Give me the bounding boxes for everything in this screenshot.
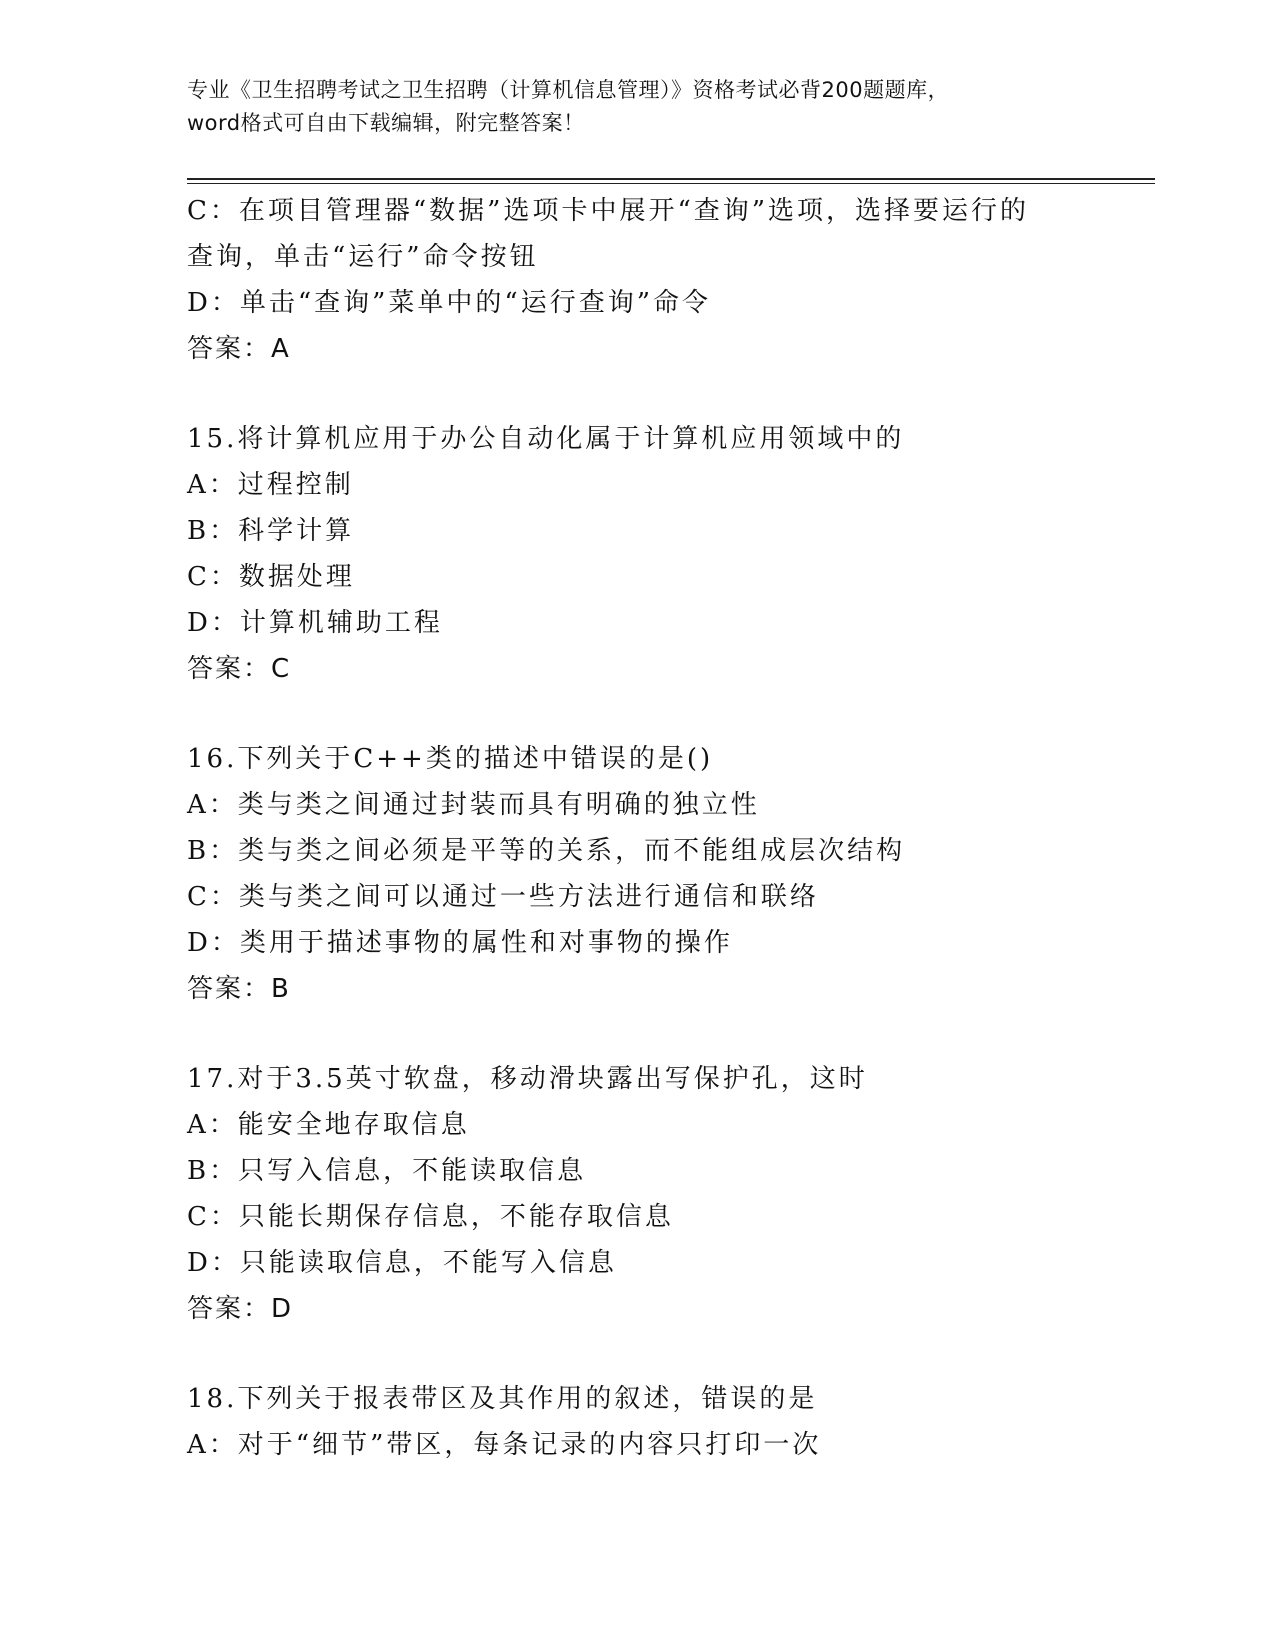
option-d: D：单击“查询”菜单中的“运行查询”命令 xyxy=(187,288,712,318)
question-content xyxy=(187,188,1147,1468)
option-c: C：数据处理 xyxy=(187,562,355,592)
answer-line: 答案：D xyxy=(187,1294,294,1324)
option-a: A：过程控制 xyxy=(187,470,354,500)
question-16 xyxy=(187,736,1147,1012)
header-title-line-2: word格式可自由下载编辑，附完整答案！ xyxy=(187,111,585,135)
option-d: D：计算机辅助工程 xyxy=(187,608,443,638)
header-title-line-1: 专业《卫生招聘考试之卫生招聘（计算机信息管理）》资格考试必背200题题库， xyxy=(187,78,950,102)
question-stem: 17.对于3.5英寸软盘，移动滑块露出写保护孔，这时 xyxy=(187,1064,868,1094)
option-c-line-2: 查询，单击“运行”命令按钮 xyxy=(187,242,539,272)
question-17 xyxy=(187,1056,1147,1332)
option-a: A：类与类之间通过封装而具有明确的独立性 xyxy=(187,790,760,820)
option-a: A：能安全地存取信息 xyxy=(187,1110,470,1140)
question-stem: 16.下列关于C++类的描述中错误的是() xyxy=(187,744,714,774)
header-divider-thick xyxy=(187,178,1155,180)
question-stem: 18.下列关于报表带区及其作用的叙述，错误的是 xyxy=(187,1384,818,1414)
previous-question-tail xyxy=(187,188,1147,372)
option-c: C：类与类之间可以通过一些方法进行通信和联络 xyxy=(187,882,819,912)
option-a: A：对于“细节”带区，每条记录的内容只打印一次 xyxy=(187,1430,822,1460)
answer-line: 答案：A xyxy=(187,334,291,364)
question-stem: 15.将计算机应用于办公自动化属于计算机应用领域中的 xyxy=(187,424,905,454)
option-b: B：科学计算 xyxy=(187,516,355,546)
answer-line: 答案：B xyxy=(187,974,291,1004)
option-d: D：类用于描述事物的属性和对事物的操作 xyxy=(187,928,733,958)
option-b: B：类与类之间必须是平等的关系，而不能组成层次结构 xyxy=(187,836,906,866)
option-d: D：只能读取信息，不能写入信息 xyxy=(187,1248,617,1278)
option-b: B：只写入信息，不能读取信息 xyxy=(187,1156,587,1186)
option-c: C：只能长期保存信息，不能存取信息 xyxy=(187,1202,674,1232)
header-divider-thin xyxy=(187,183,1155,184)
question-18 xyxy=(187,1376,1147,1468)
answer-line: 答案：C xyxy=(187,654,292,684)
option-c-line-1: C：在项目管理器“数据”选项卡中展开“查询”选项，选择要运行的 xyxy=(187,196,1030,226)
question-15 xyxy=(187,416,1147,692)
document-header xyxy=(187,74,1087,140)
